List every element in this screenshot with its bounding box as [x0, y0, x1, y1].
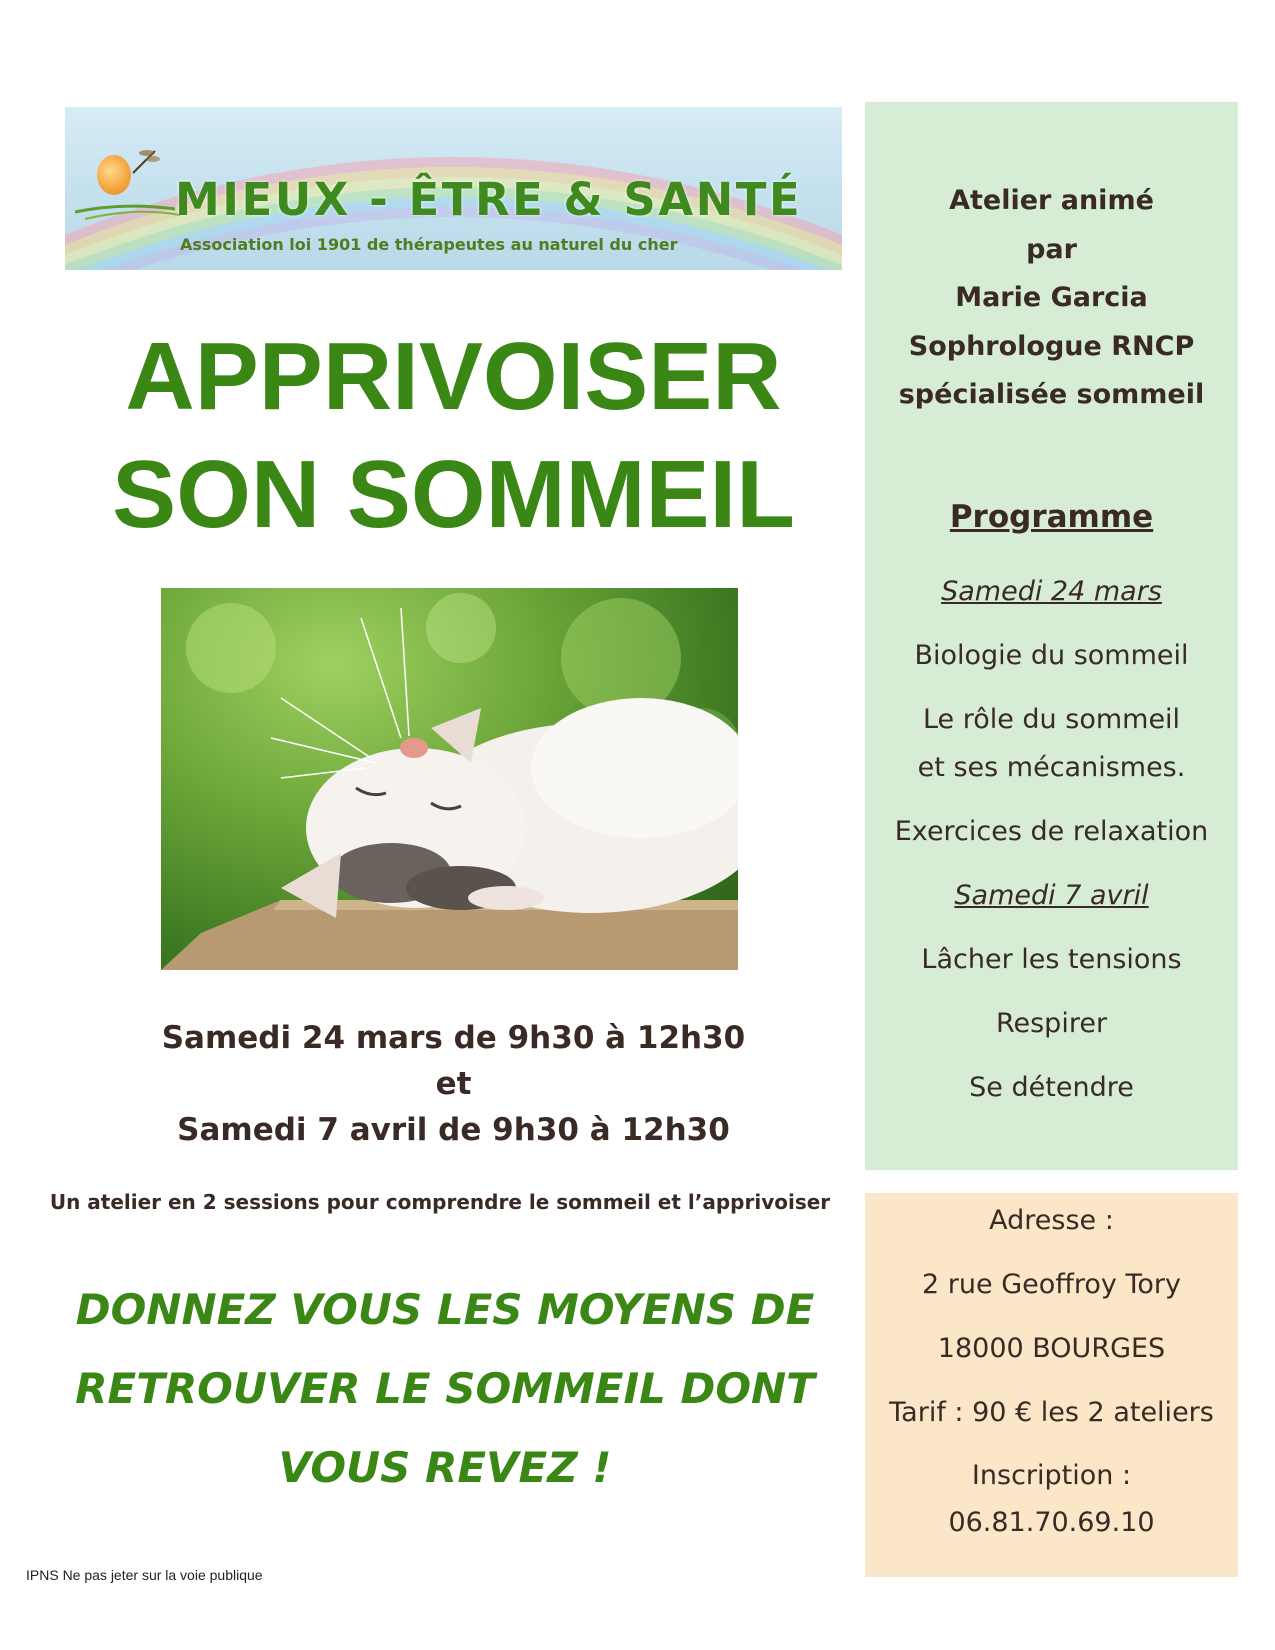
association-banner [65, 107, 842, 270]
date-line-1: Samedi 24 mars de 9h30 à 12h30 [161, 1020, 746, 1056]
date-connector: et [435, 1066, 472, 1102]
title-line-1: APPRIVOISER [125, 323, 782, 430]
presenter-specialty: spécialisée sommeil [898, 379, 1205, 410]
programme-item-line: et ses mécanismes. [917, 752, 1186, 783]
slogan [40, 1270, 850, 1507]
presenter-info [865, 177, 1238, 420]
session-2-date: Samedi 7 avril [954, 880, 1149, 911]
date-line-2: Samedi 7 avril de 9h30 à 12h30 [177, 1112, 730, 1148]
presenter-role: Sophrologue RNCP [908, 330, 1195, 362]
sun-icon [97, 155, 131, 195]
title-line-2: SON SOMMEIL [112, 441, 795, 548]
session-1-date: Samedi 24 mars [941, 576, 1162, 607]
programme-item: Biologie du sommeil [914, 640, 1189, 671]
programme-list [865, 568, 1238, 1128]
phone-number: 06.81.70.69.10 [948, 1507, 1155, 1538]
presenter-line-2: par [1026, 233, 1077, 265]
presenter-name: Marie Garcia [955, 282, 1148, 313]
practical-info [865, 1193, 1238, 1577]
price: Tarif : 90 € les 2 ateliers [889, 1397, 1214, 1428]
programme-item [865, 696, 1238, 792]
programme-item: Exercices de relaxation [894, 816, 1209, 847]
association-name: MIEUX - ÊTRE & SANTÉ [175, 173, 803, 226]
workshop-tagline: Un atelier en 2 sessions pour comprendre le sommeil et l’apprivoiser [49, 1190, 831, 1214]
programme-item: Lâcher les tensions [921, 944, 1182, 975]
slogan-line-1: DONNEZ VOUS LES MOYENS DE [75, 1285, 815, 1334]
event-dates [65, 1015, 842, 1153]
programme-item: Se détendre [969, 1072, 1134, 1103]
address-street: 2 rue Geoffroy Tory [922, 1269, 1181, 1300]
sleeping-cat-photo [161, 588, 738, 970]
programme-item: Respirer [995, 1008, 1108, 1039]
programme-item-line: Le rôle du sommeil [922, 704, 1181, 735]
presenter-line-1: Atelier animé [949, 185, 1154, 216]
slogan-line-2: RETROUVER LE SOMMEIL DONT [75, 1364, 815, 1413]
slogan-line-3: VOUS REVEZ ! [278, 1443, 612, 1492]
address-city: 18000 BOURGES [937, 1333, 1166, 1364]
dragonfly-icon [127, 145, 163, 175]
address-label: Adresse : [989, 1205, 1114, 1236]
footer-note: IPNS Ne pas jeter sur la voie publique [26, 1567, 263, 1583]
programme-title: Programme [949, 499, 1154, 535]
page-title [65, 318, 842, 554]
signup-label: Inscription : [971, 1460, 1132, 1491]
programme-panel [865, 102, 1238, 1170]
association-subtitle: Association loi 1901 de thérapeutes au naturel du cher [180, 235, 678, 254]
